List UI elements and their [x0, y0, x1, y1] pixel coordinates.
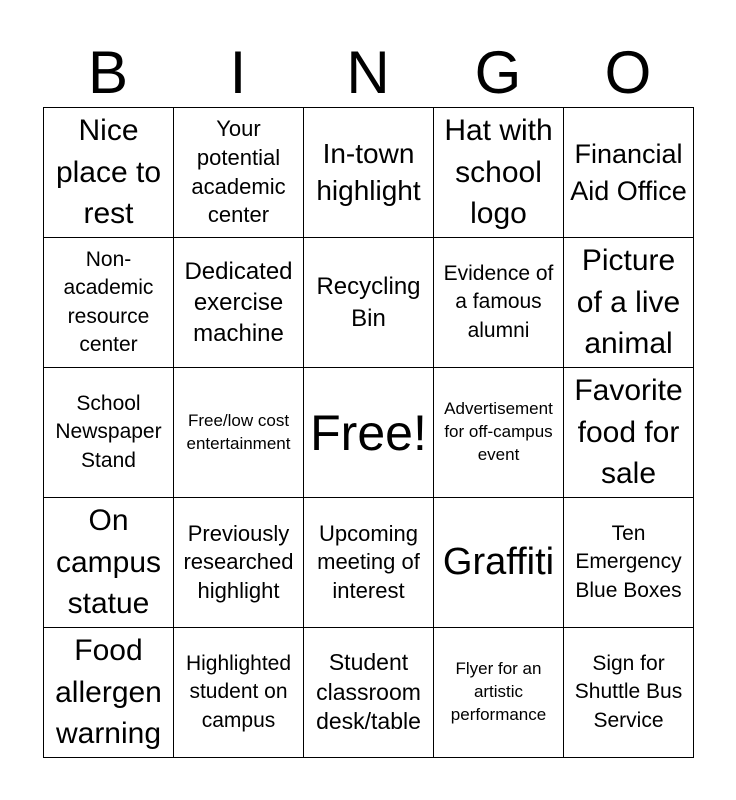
bingo-cell[interactable]: [564, 238, 694, 368]
cell-label: Previously researched highlight: [183, 520, 294, 603]
cell-label: Student classroom desk/table: [316, 648, 421, 735]
cell-label: Upcoming meeting of interest: [317, 520, 420, 603]
bingo-cell[interactable]: [44, 238, 174, 368]
bingo-cell[interactable]: [174, 108, 304, 238]
free-space-cell[interactable]: [304, 368, 434, 498]
bingo-cell[interactable]: [304, 108, 434, 238]
cell-label: Free/low cost entertainment: [186, 410, 291, 453]
bingo-cell[interactable]: [44, 108, 174, 238]
header-letter-o: O: [604, 39, 652, 106]
bingo-cell[interactable]: [44, 368, 174, 498]
bingo-cell[interactable]: [174, 628, 304, 758]
cell-label: Advertisement for off-campus event: [444, 399, 553, 464]
bingo-cell[interactable]: [304, 628, 434, 758]
bingo-cell[interactable]: [434, 368, 564, 498]
cell-label: Dedicated exercise machine: [184, 257, 293, 348]
cell-label: Hat with school logo: [444, 114, 553, 231]
cell-label: Ten Emergency Blue Boxes: [575, 521, 682, 602]
header-letter-n: N: [346, 39, 390, 106]
cell-label: School Newspaper Stand: [55, 391, 162, 472]
cell-label: Favorite food for sale: [574, 374, 683, 491]
bingo-cell[interactable]: [304, 238, 434, 368]
free-space-label: Free!: [310, 404, 427, 461]
bingo-cell[interactable]: [564, 368, 694, 498]
bingo-cell[interactable]: [44, 498, 174, 628]
cell-label: Picture of a live animal: [576, 244, 681, 361]
header-letter-i: I: [229, 39, 247, 106]
cell-label: Evidence of a famous alumni: [443, 261, 554, 342]
bingo-cell[interactable]: [174, 368, 304, 498]
bingo-cell[interactable]: [44, 628, 174, 758]
cell-label: Your potential academic center: [191, 116, 286, 228]
bingo-cell[interactable]: [434, 628, 564, 758]
bingo-cell[interactable]: [564, 108, 694, 238]
cell-label: Flyer for an artistic performance: [450, 659, 547, 724]
cell-label: On campus statue: [55, 504, 162, 621]
cell-label: Recycling Bin: [316, 273, 421, 332]
cell-label: Graffiti: [442, 540, 555, 583]
cell-label: In-town highlight: [316, 138, 421, 206]
cell-label: Financial Aid Office: [570, 139, 687, 206]
bingo-cell[interactable]: [304, 498, 434, 628]
bingo-cell[interactable]: [434, 238, 564, 368]
bingo-header: [43, 38, 693, 108]
header-letter-b: B: [87, 39, 129, 106]
bingo-grid: [43, 107, 694, 758]
header-letter-g: G: [474, 39, 522, 106]
cell-label: Highlighted student on campus: [185, 651, 292, 732]
cell-label: Nice place to rest: [55, 114, 162, 231]
cell-label: Food allergen warning: [55, 634, 162, 751]
bingo-cell[interactable]: [564, 628, 694, 758]
bingo-cell[interactable]: [434, 498, 564, 628]
cell-label: Non-academic resource center: [63, 247, 154, 356]
bingo-cell[interactable]: [564, 498, 694, 628]
bingo-cell[interactable]: [174, 238, 304, 368]
bingo-cell[interactable]: [434, 108, 564, 238]
bingo-cell[interactable]: [174, 498, 304, 628]
cell-label: Sign for Shuttle Bus Service: [574, 651, 683, 732]
